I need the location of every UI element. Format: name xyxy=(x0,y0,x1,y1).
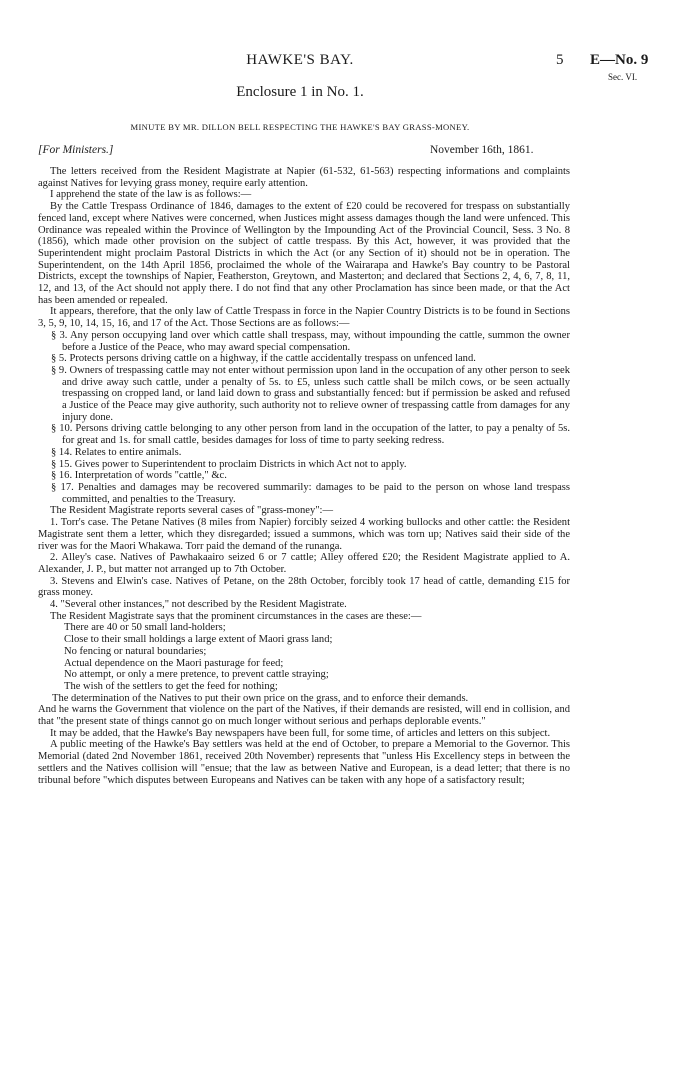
paragraph: It may be added, that the Hawke's Bay newspapers have been full, for some time, of articles and letters on this subject. xyxy=(50,727,551,739)
case-item: 3. Stevens and Elwin's case. Natives of Petane, on the 28th October, forcibly took 17 head of cattle, demanding £15 for grass money. xyxy=(38,575,570,599)
case-item: 4. "Several other instances," not described by the Resident Magistrate. xyxy=(50,599,347,611)
paragraph: The letters received from the Resident Magistrate at Napier (61-532, 61-563) respecting informations and complaints against Natives for levying grass money, require early attention. xyxy=(38,166,570,189)
section-label: Sec. VI. xyxy=(608,72,638,82)
section-item: § 16. Interpretation of words "cattle," &c. xyxy=(51,470,227,482)
section-item: § 3. Any person occupying land over which cattle shall trespass, may, without impounding the cattle, summon the owner before a Justice of the Peace, who may award special compensation. xyxy=(51,329,570,353)
running-header-title: HAWKE'S BAY. xyxy=(246,52,354,68)
enclosure-heading: Enclosure 1 in No. 1. xyxy=(236,84,364,100)
case-item: 2. Alley's case. Natives of Pawhakaairo seized 6 or 7 cattle; Alley offered £20; the Resident Magistrate applied to A. Alexander, J. P., but matter not arranged up to 7th October. xyxy=(38,552,570,575)
section-item: § 14. Relates to entire animals. xyxy=(51,446,182,458)
paragraph: It appears, therefore, that the only law of Cattle Trespass in force in the Napier Country Districts is to be found in Sections 3, 5, 9, 10, 14, 15, 16, and 17 of the Act. Those Sections are as follows:— xyxy=(38,306,570,330)
paragraph: I apprehend the state of the law is as follows:— xyxy=(50,189,252,201)
page-number: 5 xyxy=(556,52,564,68)
minute-date: November 16th, 1861. xyxy=(430,144,534,156)
circumstance-item: Close to their small holdings a large extent of Maori grass land; xyxy=(64,634,333,646)
section-item: § 17. Penalties and damages may be recovered summarily: damages to be paid to the person on whose land trespass committed, and penalties to the Treasury. xyxy=(51,481,570,505)
paragraph: The Resident Magistrate says that the prominent circumstances in the cases are these:— xyxy=(50,610,422,622)
circumstance-item: The determination of the Natives to put their own price on the grass, and to enforce their demands. xyxy=(52,692,469,704)
circumstance-item: No fencing or natural boundaries; xyxy=(64,645,207,657)
circumstance-item: There are 40 or 50 small land-holders; xyxy=(64,622,226,634)
section-item: § 9. Owners of trespassing cattle may not enter without permission upon land in the occupation of any other person to seek and drive away such cattle, under a penalty of 5s. to £5, unless such cattle shall be milch cows, or be seen actually trespassing on cropped land, or land laid down to grass and substantially fenced: but if permission be asked and refused a Justice of the Peace may give authority, such authority not to relieve owner of trespassing cattle from damages for any injury done. xyxy=(51,364,570,423)
document-code: E—No. 9 xyxy=(590,52,649,68)
circumstance-item: The wish of the settlers to get the feed for nothing; xyxy=(64,680,278,692)
paragraph: A public meeting of the Hawke's Bay settlers was held at the end of October, to prepare a Memorial to the Governor. This Memorial (dated 2nd November 1861, received 20th November) represents that "unless His Excellency steps in between the settlers and the Natives collision will "ensue; that the law as between Native and European, is a dead letter; that there is no tribunal before "which disputes between Europeans and Natives can be taken with any hope of a satisfactory result; xyxy=(38,739,570,786)
paragraph: The Resident Magistrate reports several cases of "grass-money":— xyxy=(50,505,334,517)
circumstance-item: No attempt, or only a mere pretence, to prevent cattle straying; xyxy=(64,669,329,681)
case-item: 1. Torr's case. The Petane Natives (8 miles from Napier) forcibly seized 4 working bullocks and other cattle: the Resident Magistrate sent them a letter, which they disregarded; issued a summons, which was torn up; Natives said their side of the river was for the Maori Whakawa. Torr paid the demand of the runanga. xyxy=(38,517,570,552)
paragraph: And he warns the Government that violence on the part of the Natives, if their demands are resisted, will end in collision, and that "the present state of things cannot go on much longer without serious and perhaps deplorable events." xyxy=(38,704,570,728)
circumstance-item: Actual dependence on the Maori pasturage for feed; xyxy=(64,657,284,669)
minute-body xyxy=(38,166,570,786)
section-item: § 15. Gives power to Superintendent to proclaim Districts in which Act not to apply. xyxy=(51,458,407,470)
minute-title: MINUTE BY MR. DILLON BELL RESPECTING THE HAWKE'S BAY GRASS-MONEY. xyxy=(130,122,470,132)
addressee: [For Ministers.] xyxy=(38,144,114,156)
paragraph: By the Cattle Trespass Ordinance of 1846, damages to the extent of £20 could be recovered for trespass on substantially fenced land, except where Natives were concerned, when Justices might assess damages though the land were unfenced. This Ordinance was repealed within the Province of Wellington by the Impounding Act of the Provincial Council, Sess. 3 No. 8 (1856), which made other provision on the subject of cattle trespass. By this Act, however, it was provided that the Superintendent might proclaim Pastoral Districts in which the Act (or any Section of it) should not be in operation. The Superintendent, on the 14th April 1856, proclaimed the whole of the Wairarapa and Hawke's Bay country to be Pastoral Districts, except the townships of Napier, Featherston, Greytown, and Masterton; and declared that Sections 2, 4, 6, 7, 8, 11, 12, and 13, of the Act should not apply there. I do not find that any other Proclamation has since been made, or that the Act has been amended or repealed. xyxy=(38,201,570,306)
section-item: § 10. Persons driving cattle belonging to any other person from land in the occupation of the latter, to pay a penalty of 5s. for great and 1s. for small cattle, besides damages for loss of time to party seeking redress. xyxy=(51,423,570,447)
section-item: § 5. Protects persons driving cattle on a highway, if the cattle accidentally trespass on unfenced land. xyxy=(51,353,476,365)
